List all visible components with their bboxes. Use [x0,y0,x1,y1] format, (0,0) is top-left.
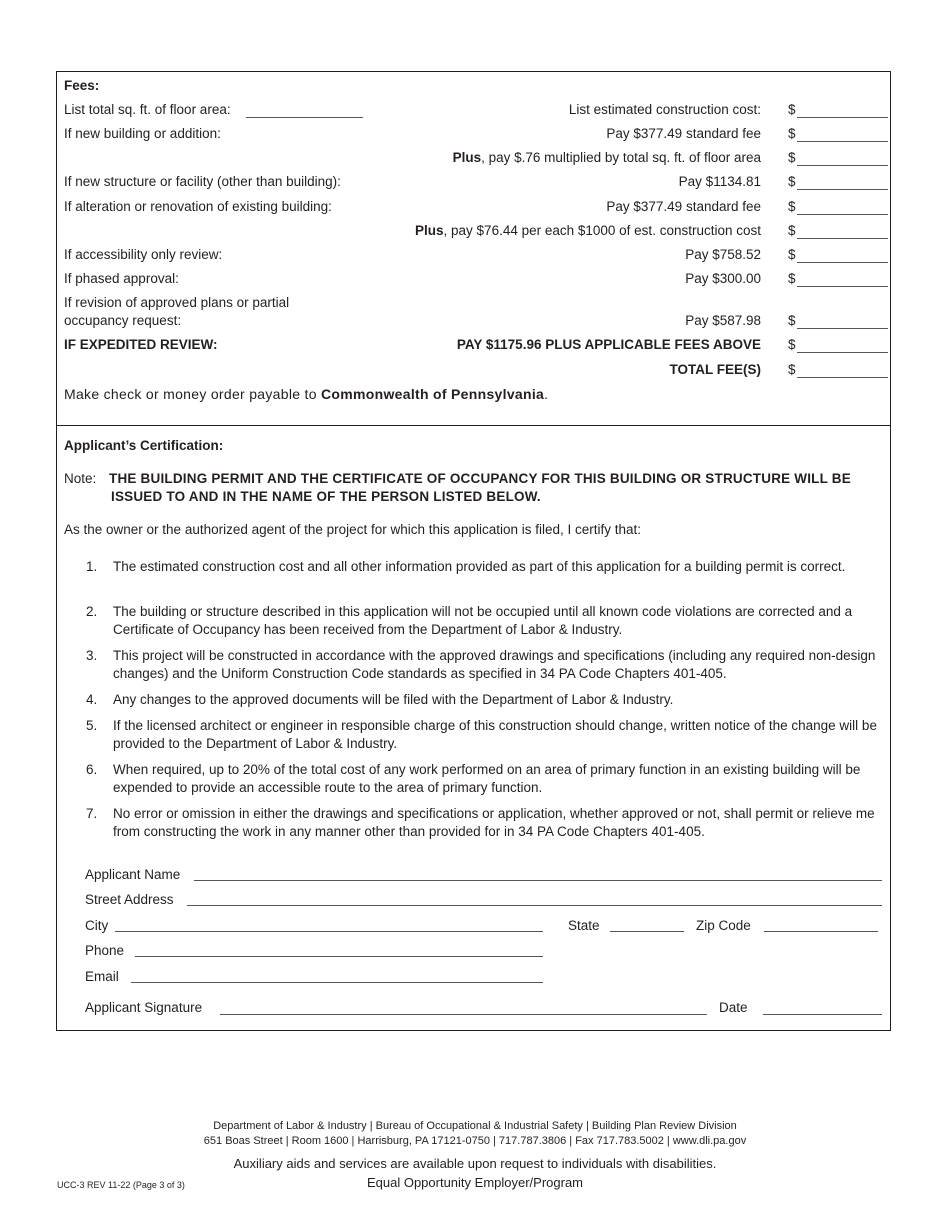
plus-text: , pay $76.44 per each $1000 of est. construction cost [443,223,761,238]
payable-name: Commonwealth of Pennsylvania [321,386,545,402]
note-label: Note: [64,471,97,486]
footer-address: 651 Boas Street | Room 1600 | Harrisburg, PA 17121-0750 | 717.787.3806 | Fax 717.783.5002 | www.dli.pa.gov [203,1135,747,1147]
payable-suffix: . [544,386,549,402]
payable-prefix: Make check or money order payable to [64,386,322,402]
new-building-label: If new building or addition: [64,126,221,141]
dollar-sign: $ [788,337,796,352]
applicant-name-input[interactable] [194,880,882,881]
certification-item: Any changes to the approved documents will be filed with the Department of Labor & Industry. [113,692,674,707]
construction-cost-input[interactable] [797,117,888,118]
applicant-signature-input[interactable] [220,1014,707,1015]
floor-area-input[interactable] [246,117,363,118]
item-number: 4. [86,692,98,707]
payable-note [64,385,548,403]
state-label: State [568,918,600,933]
phased-label: If phased approval: [64,271,179,286]
dollar-sign: $ [788,150,796,165]
dollar-sign: $ [788,313,796,328]
email-input[interactable] [131,982,543,983]
street-address-input[interactable] [187,905,882,906]
dollar-sign: $ [788,102,796,117]
item-number: 7. [86,806,98,821]
section-divider [57,425,890,426]
phone-input[interactable] [135,956,543,957]
dollar-sign: $ [788,126,796,141]
form-id: UCC-3 REV 11-22 (Page 3 of 3) [57,1180,185,1190]
expedited-input[interactable] [797,352,888,353]
accessibility-label: If accessibility only review: [64,247,223,262]
certification-intro: As the owner or the authorized agent of the project for which this application is filed, I certify that: [64,522,642,537]
city-input[interactable] [115,931,543,932]
revision-input[interactable] [797,328,888,329]
item-number: 6. [86,762,98,777]
state-input[interactable] [610,931,684,932]
phased-fee: Pay $300.00 [685,271,761,286]
accessibility-fee: Pay $758.52 [685,247,761,262]
footer-accessibility: Auxiliary aids and services are available upon request to individuals with disabilities. [233,1156,717,1171]
total-fees-label: TOTAL FEE(S) [669,362,761,377]
phone-label: Phone [85,943,125,958]
footer-eoe: Equal Opportunity Employer/Program [366,1175,584,1190]
street-address-label: Street Address [85,892,174,907]
new-building-fee: Pay $377.49 standard fee [606,126,761,141]
item-number: 2. [86,604,98,619]
revision-label-line-2: occupancy request: [64,313,182,328]
dollar-sign: $ [788,362,796,377]
expedited-label: IF EXPEDITED REVIEW: [64,337,218,352]
dollar-sign: $ [788,223,796,238]
total-fees-input[interactable] [797,377,888,378]
alteration-fee: Pay $377.49 standard fee [606,199,761,214]
floor-area-label: List total sq. ft. of floor area: [64,102,231,117]
alteration-plus-fee [257,222,761,240]
date-label: Date [719,1000,748,1015]
dollar-sign: $ [788,199,796,214]
new-building-plus-input[interactable] [797,165,888,166]
date-input[interactable] [763,1014,882,1015]
accessibility-input[interactable] [797,262,888,263]
certification-item: The building or structure described in this application will not be occupied until all known code violations are corrected and a Certificate of Occupancy has been received from the Department of Labor & Industry. [113,604,853,637]
alteration-plus-input[interactable] [797,238,888,239]
item-number: 5. [86,718,98,733]
revision-label-line-1: If revision of approved plans or partial [64,295,290,310]
alteration-label: If alteration or renovation of existing building: [64,199,332,214]
plus-label: Plus [415,223,444,238]
phased-input[interactable] [797,286,888,287]
certification-heading: Applicant’s Certification: [64,438,224,453]
applicant-name-label: Applicant Name [85,867,181,882]
new-structure-label: If new structure or facility (other than building): [64,174,341,189]
fees-heading: Fees: [64,78,100,93]
construction-cost-label: List estimated construction cost: [568,102,761,117]
city-label: City [85,918,109,933]
expedited-fee: PAY $1175.96 PLUS APPLICABLE FEES ABOVE [456,337,761,352]
certification-item: No error or omission in either the drawings and specifications or application, whether approved or not, shall permit or relieve me from constructing the work in any manner other than provided for in 34 PA Code Chapters 401-405. [113,806,875,839]
zip-code-label: Zip Code [696,918,751,933]
dollar-sign: $ [788,174,796,189]
certification-item: This project will be constructed in accordance with the approved drawings and specifications (including any required non-design changes) and the Uniform Construction Code standards as specified in 34 PA Code Chapters 401-405. [113,648,876,681]
dollar-sign: $ [788,247,796,262]
form-box [56,71,891,1031]
new-structure-input[interactable] [797,189,888,190]
note-line-2: ISSUED TO AND IN THE NAME OF THE PERSON LISTED BELOW. [111,489,541,504]
new-building-plus-fee [257,149,761,167]
applicant-signature-label: Applicant Signature [85,1000,203,1015]
footer-department: Department of Labor & Industry | Bureau of Occupational & Industrial Safety | Building Plan Review Division [213,1120,737,1132]
item-number: 3. [86,648,98,663]
certification-item: The estimated construction cost and all other information provided as part of this application for a building permit is correct. [113,559,846,574]
new-building-fee-input[interactable] [797,141,888,142]
plus-text: , pay $.76 multiplied by total sq. ft. of floor area [481,150,761,165]
email-label: Email [85,969,119,984]
certification-item: When required, up to 20% of the total cost of any work performed on an area of primary function in an existing building will be expended to provide an accessible route to the area of primary function. [113,762,861,795]
new-structure-fee: Pay $1134.81 [678,174,761,189]
plus-label: Plus [452,150,482,165]
note-line-1: THE BUILDING PERMIT AND THE CERTIFICATE OF OCCUPANCY FOR THIS BUILDING OR STRUCTURE WILL BE [109,471,851,486]
dollar-sign: $ [788,271,796,286]
alteration-fee-input[interactable] [797,214,888,215]
item-number: 1. [86,559,98,574]
zip-code-input[interactable] [764,931,878,932]
certification-item: If the licensed architect or engineer in responsible charge of this construction should change, written notice of the change will be provided to the Department of Labor & Industry. [113,718,877,751]
revision-fee: Pay $587.98 [685,313,761,328]
